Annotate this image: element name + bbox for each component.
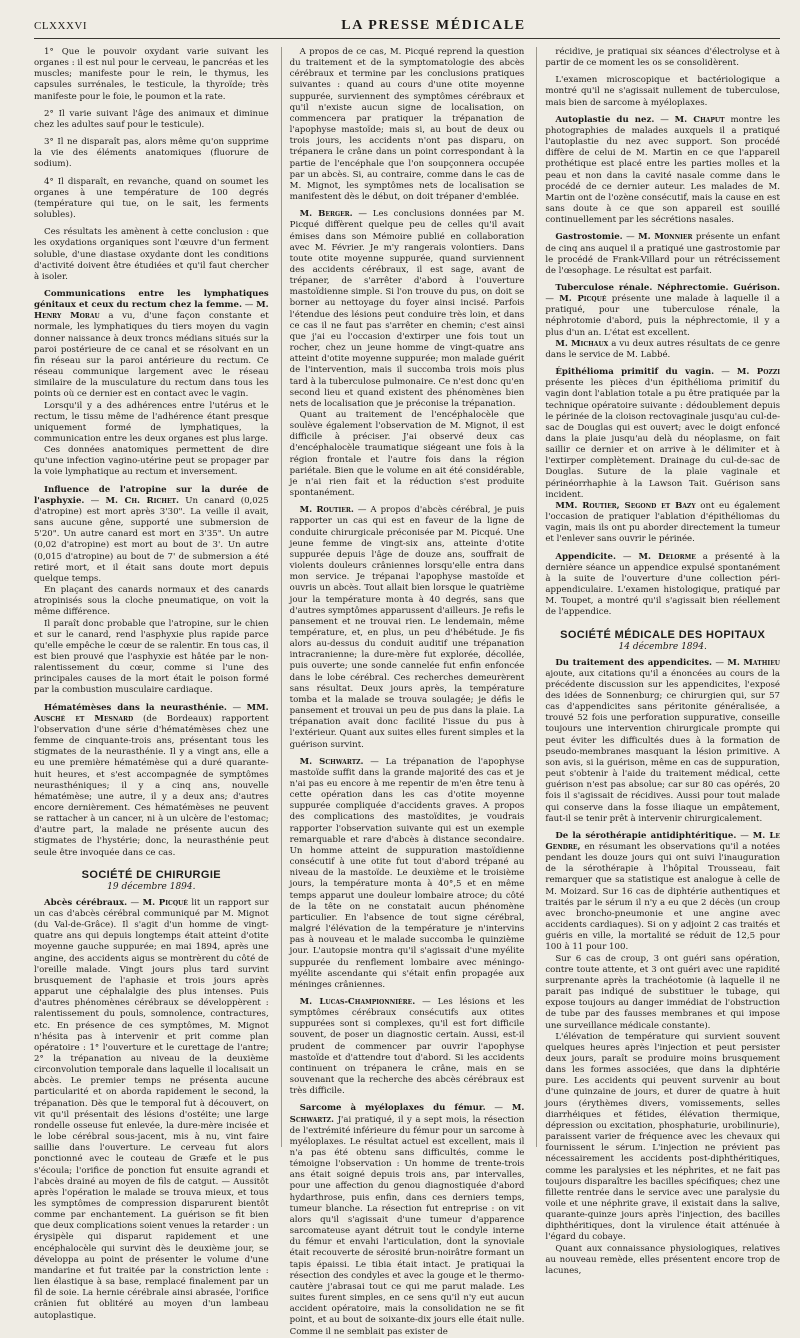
article-author: M. Le Gendre, [545, 830, 780, 852]
article-author: M. Michaux [555, 338, 609, 349]
article-atropine: Influence de l'atropine sur la durée de l'asphyxie. — M. Ch. Richet. Un canard (0,025 d'atropine) est mort après 3'30". La veille il avait, sans aucune gêne, supporté une submersion de 5'20". Un autre canard est mort en 3'35". Un autre (0,02 d'atropine) est mort au bout de 3'. Un autre (0,015 d'atropine) au bout de 7' de submersion a été retiré mort, et il était sans doute mort depuis quelque temps. En plaçant des canards normaux et des canards atropinisés sous la cloche pneumatique, on voit la même différence. Il paraît donc probable que l'atropine, sur le chien et sur le canard, rend l'asphyxie plus rapide parce qu'elle empêche le cœur de se ralentir. En tous cas, il est bien prouvé que l'asphyxie est hâtée par le non-ralentissement du cœur, comme si l'une des principales causes de la mort était le poison formé par la combustion musculaire cardiaque. [34, 484, 269, 696]
article-text: A propos d'abcès cérébral, je puis rapporter un cas qui est en faveur de la ligne de conduite chirurgicale préconisée par M. Picqué. Une jeune femme de vingt-six ans, atteinte d'otite suppurée depuis l'âge de douze ans, souffrait de violents douleurs crâniennes lorsqu'elle entra dans mon service. Je trépanai l'apophyse mastoïde et ouvris un abcès. Tout allait bien lorsque le quatrième jour la température monta à 40 degrés, sans que d'autres symptômes apparussent d'ailleurs. Je refis le pansement et ne trouvai rien. Le lendemain, même température, et, en plus, un peu d'hébétude. Je fis alors au-dessus du conduit auditif une trépanation intracranienne; la dure-mère fut explorée, décollée, puis ouverte; une sonde cannelée fut enfin enfoncée dans le lobe cérébral. Ces recherches demeurèrent sans résultat. Deux jours après, la température tomba et la malade se trouva soulagée; je défis le pansement et trouvai un peu de pus dans la plaie. La trépanation avait donc facilité l'issue du pus à l'extérieur. Quant aux suites elles furent simples et la guérison survint. [289, 505, 525, 750]
article-title: Communications entre les lymphatiques génitaux et ceux du rectum chez la femme. [34, 288, 269, 311]
article-tuberculose: Tuberculose rénale. Néphrectomie. Guérison. — M. Picqué présente une malade à laquelle il a pratiqué, pour une tuberculose rénale, la néphrotomie d'abord, puis la néphrectomie, il y a plus d'un an. L'état est excellent. M. Michaux a vu deux autres résultats de ce genre dans le service de M. Labbé. [545, 282, 781, 360]
article-author: M. Monnier [638, 232, 693, 243]
article-title: Tuberculose rénale. Néphrectomie. Guérison. [555, 282, 781, 293]
article-text: ajoute, aux citations qu'il a énoncées au cours de la précédente discussion sur les appendicites, l'exposé des idées de Sonnenburg; ce chirurgien qui, sur 57 cas d'appendicites sans péritonite généralisée, a trouvé 52 fois une perforation suppurative, conseille toujours une intervention chirurgicale prompte qui peut éviter les difficultés dues à la formation de pseudo-membranes masquant la lésion primitive. A son avis, si la guérison, même en cas de suppuration, peut s'obtenir à l'aide du traitement médical, cette guérison n'est pas absolue; car sur 80 cas opérés, 20 fois il s'agissait de récidives. Aussi pour tout malade qui conserve dans la fosse iliaque un empâtement, faut-il se tenir prêt à intervenir chirurgicalement. [545, 668, 781, 824]
article-title: Sarcome à myéloplaxes du fémur. [299, 1103, 486, 1114]
article-epithelioma: Épithélioma primitif du vagin. — M. Pozzi présente les pièces d'un épithélioma primitif du vagin dont l'ablation totale a pu être pratiquée par la technique opératoire suivante : dédoublement depuis le périnée de la cloison rectovaginale jusqu'au cul-de-sac de Douglas qui est ouvert; avec le doigt enfoncé dans la plaie jusqu'au delà du néoplasme, on fait saillir ce dernier et on arrive à le délimiter et à l'extirper complètement. Drainage du cul-de-sac de Douglas. Suture de la plaie vaginale et périnéorrhaphie à la Lawson Tait. Guérison sans incident. MM. Routier, Segond et Bazy ont eu également l'occasion de pratiquer l'ablation d'épithéliomas du vagin, mais ils ont pu aborder directement la tumeur et l'enlever sans ouvrir le périnée. [545, 367, 781, 545]
paragraph: Il paraît donc probable que l'atropine, sur le chien et sur le canard, rend l'asphyxie plus rapide parce qu'elle empêche le cœur de se ralentir. En tous cas, il est bien prouvé que l'asphyxie est hâtée par le non-ralentissement du cœur, comme si l'une des principales causes de la mort était le poison formé par la combustion musculaire cardiaque. [34, 618, 269, 696]
paragraph: Lorsqu'il y a des adhérences entre l'utérus et le rectum, le tissu même de l'adhérence étant presque uniquement formé de lymphatiques, la communication entre les deux organes est plus large. [34, 400, 269, 444]
article-author: M. Mathieu [727, 657, 780, 668]
journal-title: LA PRESSE MÉDICALE [341, 18, 526, 33]
article-text: a présenté à la dernière séance un appendice expulsé spontanément à la suite de l'ouverture d'une collection péri-appendiculaire. L'examen histologique, pratiqué par M. Toupet, a montré qu'il s'agissait bien réellement de l'appendice. [545, 551, 781, 618]
paragraph: Ces données anatomiques permettent de dire qu'une infection vagino-utérine peut se propager par la voie lymphatique au rectum et inversement. [34, 445, 269, 478]
article-title: Gastrostomie. [555, 232, 623, 243]
article-title: Influence de l'atropine sur la durée de l'asphyxie. [34, 484, 269, 506]
paragraph: En plaçant des canards normaux et des canards atropinisés sous la cloche pneumatique, on voit la même différence. [34, 585, 269, 618]
article-text: ont eu également l'occasion de pratiquer l'ablation d'épithéliomas du vagin, mais ils ont pu aborder directement la tumeur et l'enlever sans ouvrir le périnée. [545, 500, 781, 545]
paragraph: récidive, je pratiquai six séances d'électrolyse et à partir de ce moment les os se consolidèrent. [545, 47, 781, 69]
article-title: Appendicite. [555, 551, 616, 562]
page-number: CLXXXVI [34, 20, 87, 32]
article-text: Les lésions et les symptômes cérébraux consécutifs aux otites suppurées sont si complexes, qu'il est fort difficile souvent, de poser un diagnostic certain. Aussi, est-il prudent de commencer par ouvrir l'apophyse mastoïde et d'attendre tout d'abord. Si les accidents continuent on trépanera le crâne, mais en se souvenant que la recherche des abcès cérébraux est très difficile. [289, 996, 525, 1097]
article-author: M. Delorme [638, 551, 696, 562]
paragraph: L'examen microscopique et bactériologique a montré qu'il ne s'agissait nullement de tuberculose, mais bien de sarcome à myéloplaxes. [545, 75, 781, 108]
article-text: La trépanation de l'apophyse mastoïde suffit dans la grande majorité des cas et je n'ai pas eu encore à me repentir de m'en être tenu à cette opération dans les cas d'otite moyenne suppurée compliquée d'accidents graves. A propos des complications des mastoïdites, je voudrais rapporter l'observation suivante qui est un exemple remarquable et rare d'abcès à distance secondaire. Un homme atteint de suppuration mastoïdienne consécutif à une otite fut tout d'abord trépané au niveau de la mastoïde. Le deuxième et le troisième jours, la température monta à 40°,5 et en même temps apparut une douleur lombaire atroce; du côté de la tête on ne constatait aucun phénomène particulier. En l'absence de tout signe cérébral, malgré l'élévation de la température je n'intervins pas à nouveau et le malade succomba le quinzième jour. L'autopsie montra qu'il s'agissait d'une myélite suppurée du renflement lombaire avec méningo-myélite ascendante qui s'était enfin propagée aux méninges crâniennes. [289, 756, 525, 990]
paragraph: Sur 6 cas de croup, 3 ont guéri sans opération, contre toute attente, et 3 ont guéri avec une rapidité surprenante après la trachéotomie (à laquelle il ne parait pas indiqué de substituer le tubage, qui expose toujours au danger immédiat de l'obstruction de tube par des fausses membranes et qui impose une surveillance médicale constante). [545, 953, 781, 1031]
article-berger: M. Berger. — Les conclusions données par M. Picqué diffèrent quelque peu de celles qu'il avait émises dans son Mémoire publié en collaboration avec M. Février. Je m'y rangerais volontiers. Dans toute otite moyenne suppurée, quand surviennent des accidents cérébraux, il est sage, avant de trépaner, de s'arrêter d'abord à l'ouverture mastoïdienne simple. Si l'on trouve du pus, on doit se borner au nettoyage du foyer ainsi incisé. Parfois l'étendue des lésions peut conduire très loin, et dans ce cas il ne faut pas s'arrêter en chemin; c'est ainsi que j'ai eu l'occasion d'extirper une fois tout un rocher, chez un jeune homme de vingt-quatre ans atteint d'otite moyenne suppurée; mon malade guérit de l'intervention, mais il succomba trois mois plus tard à la tuberculose pulmonaire. Ce n'est donc qu'en second lieu et quand existent des phénomènes bien nets de localisation que je préconise la trépanation. Quant au traitement de l'encéphalocèle que soulève également l'observation de M. Mignot, il est difficile à préciser. J'ai observé deux cas d'encéphalocèle traumatique siégeant une fois à la région frontale et l'autre fois dans la région pariétale. Bien que le volume en ait été considérable, je n'ai rien fait et la réduction s'est produite spontanément. [289, 209, 525, 499]
article-author: MM. Ausché et Mesnard [34, 702, 269, 724]
paragraph: Quant aux connaissance physiologiques, relatives au nouveau remède, elles présentent encore trop de lacunes, [545, 1243, 781, 1276]
columns [34, 47, 781, 1337]
article-title: Épithélioma primitif du vagin. [555, 367, 715, 378]
article-text: Un canard (0,025 d'atropine) est mort après 3'30". La veille il avait, sans aucune gêne, supporté une submersion de 5'20". Un autre canard est mort en 3'35". Un autre (0,02 d'atropine) est mort au bout de 3'. Un autre (0,015 d'atropine) au bout de 7' de submersion a été retiré mort, et il était sans doute mort depuis quelque temps. [34, 495, 269, 584]
article-text: (de Bordeaux) rapportent l'observation d'une série d'hématémèses chez une femme de cinquante-trois ans, présentant tous les stigmates de la neurasthénie. Il y a vingt ans, elle a eu une première hématémèse qui a duré quarante-huit heures, et s'est accompagnée de symptômes neurasthéniques; il y a cinq ans, nouvelle hématémèse; une autre, il y a deux ans; d'autres encore dernièrement. Ces hématémèses ne peuvent se rattacher à un cancer, ni à un ulcère de l'estomac; d'autre part, la malade ne présente aucun des stigmates de l'hystérie; donc, la neurasthénie peut seule être invoquée dans ce cas. [34, 713, 269, 858]
article-autoplastie: Autoplastie du nez. — M. Chaput montre les photographies de malades auxquels il a pratiqué l'autoplastie du nez avec support. Son procédé diffère de celui de M. Martin en ce que l'appareil prothétique est placé entre les parties molles et la peau et non dans la cavité nasale comme dans le procédé de ce dernier auteur. Les malades de M. Martin ont de l'ozène consécutif, mais la cause en est sans doute à ce que son appareil est souillé continuellement par les sécrétions nasales. [545, 114, 781, 226]
article-author: M. Chaput [674, 114, 725, 125]
column-2 [281, 47, 525, 1337]
paragraph: Quant au traitement de l'encéphalocèle que soulève également l'observation de M. Mignot, il est difficile à préciser. J'ai observé deux cas d'encéphalocèle traumatique siégeant une fois à la région frontale et l'autre fois dans la région pariétale. Bien que le volume en ait été considérable, je n'ai rien fait et la réduction s'est produite spontanément. [289, 410, 525, 499]
column-1 [34, 47, 269, 1321]
paragraph: A propos de ce cas, M. Picqué reprend la question du traitement et de la symptomatologie des abcès cérébraux et termine par les conclusions pratiques suivantes : quand au cours d'une otite moyenne suppurée, surviennent des symptômes cérébraux et qu'il n'existe aucun signe de localisation, on commencera par pratiquer la trépanation de l'apophyse mastoïde; mais si, au bout de deux ou trois jours, les accidents n'ont pas disparu, on trépanera le crâne dans un point correspondant à la partie de l'encéphale que l'on soupçonnera occupée par un abcès. Si, au contraire, comme dans le cas de M. Mignot, les symptômes nets de localisation se manifestent dès le début, on doit trépaner d'emblée. [289, 47, 525, 203]
section-date: 14 décembre 1894. [618, 641, 707, 652]
article-author: M. Picqué [142, 897, 188, 908]
page-header [34, 18, 780, 39]
article-text: présente une malade à laquelle il a pratiqué, pour une tuberculose rénale, la néphrotomie d'abord, puis la néphrectomie, il y a plus d'un an. L'état est excellent. [545, 294, 781, 338]
article-title: Hématémèses dans la neurasthénie. [44, 702, 227, 713]
article-author: M. Schwartz. [299, 756, 364, 767]
section-title: SOCIÉTÉ MÉDICALE DES HOPITAUX [560, 628, 766, 641]
article-gastrostomie: Gastrostomie. — M. Monnier présente un enfant de cinq ans auquel il a pratiqué une gastrostomie par le procédé de Frank-Villard pour un rétrécissement de l'œsophage. Le résultat est parfait. [545, 232, 781, 276]
article-traitement: Du traitement des appendicites. — M. Mathieu ajoute, aux citations qu'il a énoncées au cours de la précédente discussion sur les appendicites, l'exposé des idées de Sonnenburg; ce chirurgien qui, sur 57 cas d'appendicites sans péritonite généralisée, a trouvé 52 fois une perforation suppurative, conseille toujours une intervention chirurgicale prompte qui peut éviter les difficultés dues à la formation de pseudo-membranes masquant la lésion primitive. A son avis, si la guérison, même en cas de suppuration, peut s'obtenir à l'aide du traitement médical, cette guérison n'est pas absolue; car sur 80 cas opérés, 20 fois il s'agissait de récidives. Aussi pour tout malade qui conserve dans la fosse iliaque un empâtement, faut-il se tenir prêt à intervenir chirurgicalement. [545, 657, 781, 824]
article-abces: Abcès cérébraux. — M. Picqué lit un rapport sur un cas d'abcès cérébral communiqué par M. Mignot (du Val-de-Grâce). Il s'agit d'un homme de vingt-quatre ans qui depuis longtemps était atteint d'otite moyenne gauche suppurée; en mai 1894, après une angine, des accidents aigus se montrèrent du côté de l'oreille malade. Vingt jours plus tard survint brusquement de l'aphasie et trois jours après apparut une céphalalgie des plus intenses. Puis d'autres phénomènes cérébraux se développèrent : ralentissement du pouls, somnolence, contractures, etc. En présence de ces symptômes, M. Mignot n'hésita pas à intervenir et prit comme plan opératoire : 1° l'ouverture et le curettage de l'antre; 2° la trépanation au niveau de la deuxième circonvolution temporale dans laquelle il localisait un abcès. Le premier temps ne présenta aucune particularité et on aborda rapidement le second, la trépanation. Dès que le temporal fut à découvert, on vit qu'il présentait des lésions d'ostéite; une large rondelle osseuse fut enlevée, la dure-mère incisée et le lobe cérébral sous-jacent, mis à nu, vint faire saillie dans l'ouverture. Le cerveau fut alors ponctionné avec le couteau de Græfe et le pus s'écoula; l'orifice de ponction fut ensuite agrandi et l'abcès drainé au moyen de fils de catgut. — Aussitôt après l'opération le malade se trouva mieux, et tous les symptômes de compression disparurent bientôt comme par enchantement. La guérison se fit bien que deux complications soient venues la retarder : un érysipèle qui disparut rapidement et une encéphalocèle qui survint dès le deuxième jour, se développa au point de présenter le volume d'une mandarine et fut traitée par la constriction lente : lien élastique à sa base, remplacé finalement par un fil de soie. La hernie cérébrale ainsi abrasée, l'orifice crânien fut oblitéré au moyen d'un lambeau autoplastique. [34, 897, 269, 1321]
article-routier: M. Routier. — A propos d'abcès cérébral, je puis rapporter un cas qui est en faveur de la ligne de conduite chirurgicale préconisée par M. Picqué. Une jeune femme de vingt-six ans, atteinte d'otite suppurée depuis l'âge de douze ans, souffrait de violents douleurs crâniennes lorsqu'elle entra dans mon service. Je trépanai l'apophyse mastoïde et ouvris un abcès. Tout allait bien lorsque le quatrième jour la température monta à 40 degrés, sans que d'autres symptômes apparussent d'ailleurs. Je refis le pansement et ne trouvai rien. Le lendemain, même température, et, en plus, un peu d'hébétude. Je fis alors au-dessus du conduit auditif une trépanation intracranienne; la dure-mère fut explorée, décollée, puis ouverte; une sonde cannelée fut enfin enfoncée dans le lobe cérébral. Ces recherches demeurèrent sans résultat. Deux jours après, la température tomba et la malade se trouva soulagée; je défis le pansement et trouvai un peu de pus dans la plaie. La trépanation avait donc facilité l'issue du pus à l'extérieur. Quant aux suites elles furent simples et la guérison survint. [289, 505, 525, 750]
paragraph: L'élévation de température qui survient souvent quelques heures après l'injection et peut persister deux jours, paraît se produire moins brusquement dans les formes associées, que dans la diphtérie pure. Les accidents qui peuvent survenir au bout d'une quinzaine de jours, et durer de quatre à huit jours (érythèmes divers, vomissements, selles diarrhéiques et fétides, élévation thermique, dépression ou excitation, phosphaturie, urobilinurie), paraissent varier de fréquence avec les chevaux qui fournissent le sérum. L'injection ne prévient pas nécessairement les accidents post-diphthéritiques, comme les paralysies et les néphrites, et ne fait pas toujours disparaître les bacilles spécifiques; chez une fillette rentrée dans le service avec une paralysie du voile et une néphrite grave, il existait dans la salive, quarante-quinze jours après l'injection, des bacilles diphthéritiques, dont la virulence était atténuée à l'égard du cobaye. [545, 1031, 781, 1243]
article-text: en résumant les observations qu'il a notées pendant les douze jours qui ont suivi l'inauguration de la sérothérapie à l'hôpital Trousseau, fait remarquer que sa statistique est analogue à celle de M. Moizard. Sur 16 cas de diphtérie authentiques et traités par le sérum il n'y a eu que 2 décès (un croup avec broncho-pneumonie et une angine avec accidents cardiaques). Si on y adjoint 2 cas traités et guéris en ville, la mortalité se réduit de 12,5 pour 100 à 11 pour 100. [545, 842, 781, 953]
article-text: lit un rapport sur un cas d'abcès cérébral communiqué par M. Mignot (du Val-de-Grâce). Il s'agit d'un homme de vingt-quatre ans qui depuis longtemps était atteint d'otite moyenne gauche suppurée; en mai 1894, après une angine, des accidents aigus se montrèrent du côté de l'oreille malade. Vingt jours plus tard survint brusquement de l'aphasie et trois jours après apparut une céphalalgie des plus intenses. Puis d'autres phénomènes cérébraux se développèrent : ralentissement du pouls, somnolence, contractures, etc. En présence de ces symptômes, M. Mignot n'hésita pas à intervenir et prit comme plan opératoire : 1° l'ouverture et le curettage de l'antre; 2° la trépanation au niveau de la deuxième circonvolution temporale dans laquelle il localisait un abcès. Le premier temps ne présenta aucune particularité et on aborda rapidement le second, la trépanation. Dès que le temporal fut à découvert, on vit qu'il présentait des lésions d'ostéite; une large rondelle osseuse fut enlevée, la dure-mère incisée et le lobe cérébral sous-jacent, mis à nu, vint faire saillie dans l'ouverture. Le cerveau fut alors ponctionné avec le couteau de Græfe et le pus s'écoula; l'orifice de ponction fut ensuite agrandi et l'abcès drainé au moyen de fils de catgut. — Aussitôt après l'opération le malade se trouva mieux, et tous les symptômes de compression disparurent bientôt comme par enchantement. La guérison se fit bien que deux complications soient venues la retarder : un érysipèle qui disparut rapidement et une encéphalocèle qui survint dès le deuxième jour, se développa au point de présenter le volume d'une mandarine et fut traitée par la constriction lente : lien élastique à sa base, remplacé finalement par un fil de soie. La hernie cérébrale ainsi abrasée, l'orifice crânien fut oblitéré au moyen d'un lambeau autoplastique. [34, 897, 269, 1321]
article-author: M. Picqué [559, 294, 607, 305]
article-title: Abcès cérébraux. [44, 897, 128, 908]
article-title: Du traitement des appendicites. [555, 657, 713, 668]
article-author: M. Berger. [299, 209, 353, 220]
article-serotherapie: De la sérothérapie antidiphtéritique. — M. Le Gendre, en résumant les observations qu'il a notées pendant les douze jours qui ont suivi l'inauguration de la sérothérapie à l'hôpital Trousseau, fait remarquer que sa statistique est analogue à celle de M. Moizard. Sur 16 cas de diphtérie authentiques et traités par le sérum il n'y a eu que 2 décès (un croup avec broncho-pneumonie et une angine avec accidents cardiaques). Si on y adjoint 2 cas traités et guéris en ville, la mortalité se réduit de 12,5 pour 100 à 11 pour 100. Sur 6 cas de croup, 3 ont guéri sans opération, contre toute attente, et 3 ont guéri avec une rapidité surprenante après la trachéotomie (à laquelle il ne parait pas indiqué de substituer le tubage, qui expose toujours au danger immédiat de l'obstruction de tube par des fausses membranes et qui impose une surveillance médicale constante). L'élévation de température qui survient souvent quelques heures après l'injection et peut persister deux jours, paraît se produire moins brusquement dans les formes associées, que dans la diphtérie pure. Les accidents qui peuvent survenir au bout d'une quinzaine de jours, et durer de quatre à huit jours (érythèmes divers, vomissements, selles diarrhéiques et fétides, élévation thermique, dépression ou excitation, phosphaturie, urobilinurie), paraissent varier de fréquence avec les chevaux qui fournissent le sérum. L'injection ne prévient pas nécessairement les accidents post-diphthéritiques, comme les paralysies et les néphrites, et ne fait pas toujours disparaître les bacilles spécifiques; chez une fillette rentrée dans le service avec une paralysie du voile et une néphrite grave, il existait dans la salive, quarante-quinze jours après l'injection, des bacilles diphthéritiques, dont la virulence était atténuée à l'égard du cobaye. Quant aux connaissance physiologiques, relatives au nouveau remède, elles présentent encore trop de lacunes, [545, 830, 781, 1276]
article-text: Les conclusions données par M. Picqué diffèrent quelque peu de celles qu'il avait émises dans son Mémoire publié en collaboration avec M. Février. Je m'y rangerais volontiers. Dans toute otite moyenne suppurée, quand surviennent des accidents cérébraux, il est sage, avant de trépaner, de s'arrêter d'abord à l'ouverture mastoïdienne simple. Si l'on trouve du pus, on doit se borner au nettoyage du foyer ainsi incisé. Parfois l'étendue des lésions peut conduire très loin, et dans ce cas il ne faut pas s'arrêter en chemin; c'est ainsi que j'ai eu l'occasion d'extirper une fois tout un rocher, chez un jeune homme de vingt-quatre ans atteint d'otite moyenne suppurée; mon malade guérit de l'intervention, mais il succomba trois mois plus tard à la tuberculose pulmonaire. Ce n'est donc qu'en second lieu et quand existent des phénomènes bien nets de localisation que je préconise la trépanation. [289, 209, 525, 409]
article-text: a vu, d'une façon constante et normale, les lymphatiques du tiers moyen du vagin donner naissance à deux troncs médians situés sur la paroi postérieure de ce canal et se résolvant en un fin réseau sur la paroi antérieure du rectum. Ce réseau communique largement avec le réseau similaire de la musculature du rectum dans tous les points où ce dernier est en contact avec le vagin. [34, 311, 269, 400]
paragraph: Ces résultats les amènent à cette conclusion : que les oxydations organiques sont l'œuvre d'un ferment soluble, d'une diastase oxydante dont les conditions d'activité doivent être étudiées et qu'il faut chercher à isoler. [34, 227, 269, 282]
article-author: M. Routier. [299, 505, 354, 516]
article-text: a vu deux autres résultats de ce genre dans le service de M. Labbé. [545, 338, 781, 360]
article-author: M. Ch. Richet. [105, 495, 179, 506]
article-text: présente les pièces d'un épithélioma primitif du vagin dont l'ablation totale a pu être pratiquée par la technique opératoire suivante : dédoublement depuis le périnée de la cloison rectovaginale jusqu'au cul-de-sac de Douglas qui est ouvert; avec le doigt enfoncé dans la plaie jusqu'au delà du néoplasme, on fait saillir ce dernier et on arrive à le délimiter et à l'extirper complètement. Drainage du cul-de-sac de Douglas. Suture de la plaie vaginale et périnéorrhaphie à la Lawson Tait. Guérison sans incident. [545, 378, 781, 500]
paragraph: 1° Que le pouvoir oxydant varie suivant les organes : il est nul pour le cerveau, le pancréas et les muscles; manifeste pour le rein, le thymus, les capsules surrénales, le testicule, la thyroïde; très manifeste pour le foie, le poumon et la rate. [34, 47, 269, 102]
section-date: 19 décembre 1894. [107, 881, 196, 892]
article-sarcome: Sarcome à myéloplaxes du fémur. — M. Schwartz. J'ai pratiqué, il y a sept mois, la résection de l'extrémité inférieure du fémur pour un sarcome à myéloplaxes. Le résultat actuel est excellent, mais il n'a pas été obtenu sans difficultés, comme le témoigne l'observation : Un homme de trente-trois ans était soigné depuis trois ans, par intervalles, pour une affection du genou diagnostiquée d'abord hydarthrose, puis enfin, dans ces derniers temps, tumeur blanche. La résection fut entreprise : on vit alors qu'il s'agissait d'une tumeur d'apparence sarcomateuse ayant détruit tout le condyle interne du fémur et envahi l'articulation, dont la synoviale était recouverte de sérosité brun-noirâtre formant un tapis épaissi. Le tibia était intact. Je pratiquai la résection des condyles et avec la gouge et le thermo-cautère j'abrasai tout ce qui me parut malade. Les suites furent simples, en ce sens qu'il n'y eut aucun accident opératoire, mais la consolidation ne se fit point, et au bout de soixante-dix jours elle était nulle. Comme il ne semblait pas exister de [289, 1103, 525, 1337]
article-author: M. Pozzi [736, 367, 781, 378]
paragraph: 2° Il varie suivant l'âge des animaux et diminue chez les adultes sauf pour le testicule). [34, 108, 269, 130]
article-appendicite: Appendicite. — M. Delorme a présenté à la dernière séance un appendice expulsé spontanément à la suite de l'ouverture d'une collection péri-appendiculaire. L'examen histologique, pratiqué par M. Toupet, a montré qu'il s'agissait bien réellement de l'appendice. [545, 551, 781, 618]
article-author: M. Lucas-Championnière. [299, 996, 416, 1007]
article-author: M. Schwartz. [289, 1103, 525, 1125]
article-hematemeses: Hématémèses dans la neurasthénie. — MM. Ausché et Mesnard (de Bordeaux) rapportent l'observation d'une série d'hématémèses chez une femme de cinquante-trois ans, présentant tous les stigmates de la neurasthénie. Il y a vingt ans, elle a eu une première hématémèse qui a duré quarante-huit heures, et s'est accompagnée de symptômes neurasthéniques; il y a cinq ans, nouvelle hématémèse; une autre, il y a deux ans; d'autres encore dernièrement. Ces hématémèses ne peuvent se rattacher à un cancer, ni à un ulcère de l'estomac; d'autre part, la malade ne présente aucun des stigmates de l'hystérie; donc, la neurasthénie peut seule être invoquée dans ce cas. [34, 702, 269, 858]
paragraph: 4° Il disparaît, en revanche, quand on soumet les organes à une température de 100 degrés (température qui tue, on le sait, les ferments solubles). [34, 176, 269, 221]
article-author: M. Henry Morau [34, 300, 269, 322]
section-title: SOCIÉTÉ DE CHIRURGIE [81, 868, 222, 881]
paragraph: 3° Il ne disparaît pas, alors même qu'on supprime la vie des éléments anatomiques (fluorure de sodium). [34, 137, 269, 170]
article-title: Autoplastie du nez. [555, 114, 655, 125]
article-lucas: M. Lucas-Championnière. — Les lésions et les symptômes cérébraux consécutifs aux otites suppurées sont si complexes, qu'il est fort difficile souvent, de poser un diagnostic certain. Aussi, est-il prudent de commencer par ouvrir l'apophyse mastoïde et d'attendre tout d'abord. Si les accidents continuent on trépanera le crâne, mais en se souvenant que la recherche des abcès cérébraux est très difficile. [289, 996, 525, 1097]
article-text: présente un enfant de cinq ans auquel il a pratiqué une gastrostomie par le procédé de Frank-Villard pour un rétrécissement de l'œsophage. Le résultat est parfait. [545, 232, 781, 276]
article-text: J'ai pratiqué, il y a sept mois, la résection de l'extrémité inférieure du fémur pour un sarcome à myéloplaxes. Le résultat actuel est excellent, mais il n'a pas été obtenu sans difficultés, comme le témoigne l'observation : Un homme de trente-trois ans était soigné depuis trois ans, par intervalles, pour une affection du genou diagnostiquée d'abord hydarthrose, puis enfin, dans ces derniers temps, tumeur blanche. La résection fut entreprise : on vit alors qu'il s'agissait d'une tumeur d'apparence sarcomateuse ayant détruit tout le condyle interne du fémur et envahi l'articulation, dont la synoviale était recouverte de sérosité brun-noirâtre formant un tapis épaissi. Le tibia était intact. Je pratiquai la résection des condyles et avec la gouge et le thermo-cautère j'abrasai tout ce qui me parut malade. Les suites furent simples, en ce sens qu'il n'y eut aucun accident opératoire, mais la consolidation ne se fit point, et au bout de soixante-dix jours elle était nulle. Comme il ne semblait pas exister de [289, 1114, 525, 1337]
column-3 [536, 47, 781, 1276]
article-schwartz: M. Schwartz. — La trépanation de l'apophyse mastoïde suffit dans la grande majorité des cas et je n'ai pas eu encore à me repentir de m'en être tenu à cette opération dans les cas d'otite moyenne suppurée compliquée d'accidents graves. A propos des complications des mastoïdites, je voudrais rapporter l'observation suivante qui est un exemple remarquable et rare d'abcès à distance secondaire. Un homme atteint de suppuration mastoïdienne consécutif à une otite fut tout d'abord trépané au niveau de la mastoïde. Le deuxième et le troisième jours, la température monta à 40°,5 et en même temps apparut une douleur lombaire atroce; du côté de la tête on ne constatait aucun phénomène particulier. En l'absence de tout signe cérébral, malgré l'élévation de la température je n'intervins pas à nouveau et le malade succomba le quinzième jour. L'autopsie montra qu'il s'agissait d'une myélite suppurée du renflement lombaire avec méningo-myélite ascendante qui s'était enfin propagée aux méninges crâniennes. [289, 756, 525, 990]
article-title: De la sérothérapie antidiphtéritique. [555, 830, 737, 841]
article-author: MM. Routier, Segond et Bazy [555, 500, 696, 511]
article-lymphatiques: Communications entre les lymphatiques génitaux et ceux du rectum chez la femme. — M. Henry Morau a vu, d'une façon constante et normale, les lymphatiques du tiers moyen du vagin donner naissance à deux troncs médians situés sur la paroi postérieure de ce canal et se résolvant en un fin réseau sur la paroi antérieure du rectum. Ce réseau communique largement avec le réseau similaire de la musculature du rectum dans tous les points où ce dernier est en contact avec le vagin. Lorsqu'il y a des adhérences entre l'utérus et le rectum, le tissu même de l'adhérence étant presque uniquement formé de lymphatiques, la communication entre les deux organes est plus large. Ces données anatomiques permettent de dire qu'une infection vagino-utérine peut se propager par la voie lymphatique au rectum et inversement. [34, 288, 269, 478]
article-text: montre les photographies de malades auxquels il a pratiqué l'autoplastie du nez avec support. Son procédé diffère de celui de M. Martin en ce que l'appareil prothétique est placé entre les parties molles et la peau et non dans la cavité nasale comme dans le procédé de ce dernier auteur. Les malades de M. Martin ont de l'ozène consécutif, mais la cause en est sans doute à ce que son appareil est souillé continuellement par les sécrétions nasales. [545, 114, 781, 226]
